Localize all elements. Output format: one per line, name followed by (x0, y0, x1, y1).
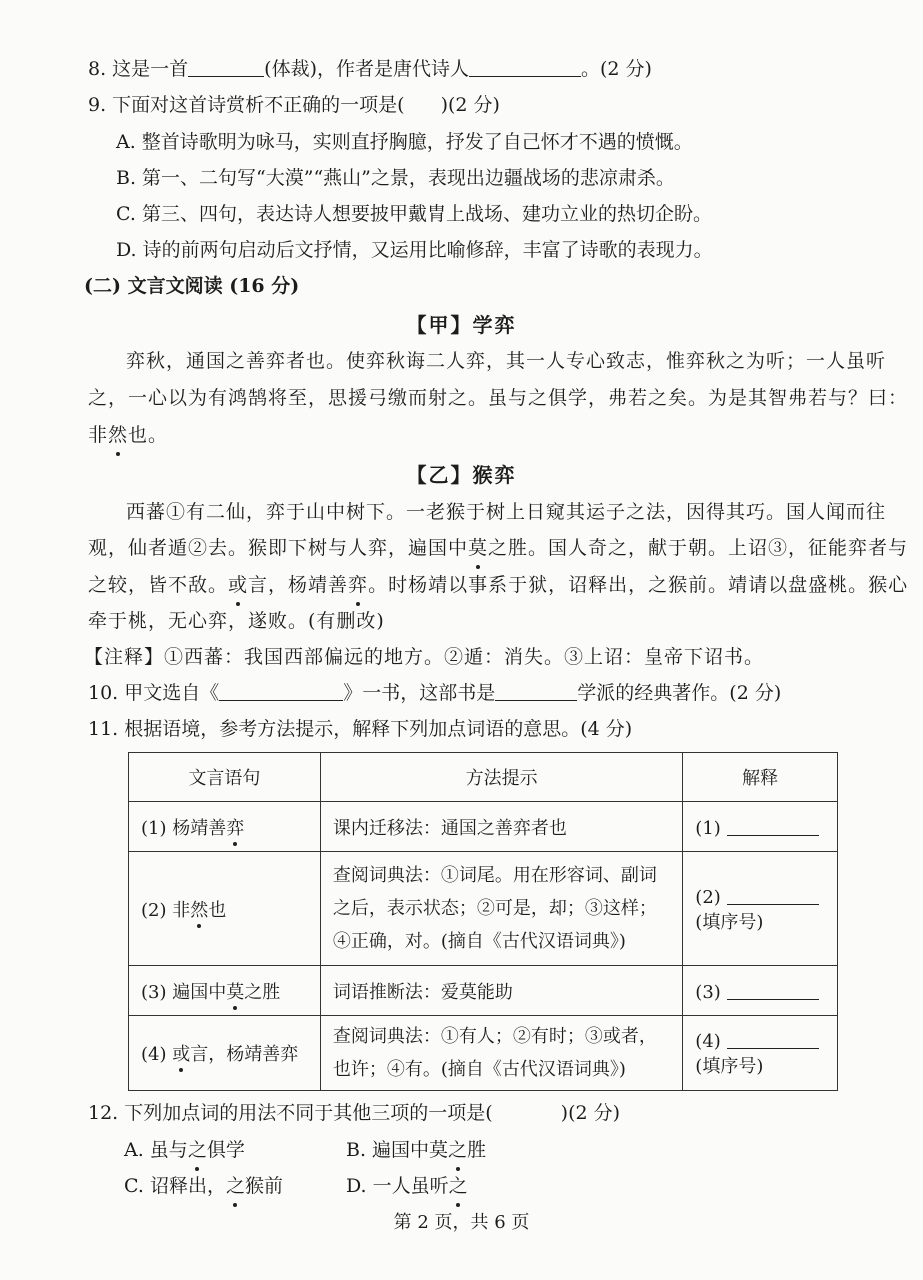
row4-sentence-text: (4) (141, 1044, 173, 1065)
table-header-explanation: 解释 (683, 753, 838, 802)
q12-c-text: C. 诏释出， (124, 1175, 226, 1197)
row3-sentence-text: 之胜 (244, 981, 281, 1003)
q12-option-d (346, 1171, 646, 1201)
row2-sentence-text: (2) 非 (141, 899, 191, 921)
section-2-heading: (二) 文言文阅读 (16 分) (84, 275, 300, 297)
q9-option-d: D. 诗的前两句启动后文抒情，又运用比喻修辞，丰富了诗歌的表现力。 (116, 239, 713, 261)
row2-answer-extra: (填序号) (695, 911, 764, 933)
passage-yi-line-2 (88, 533, 909, 563)
q9-option-a: A. 整首诗歌明为咏马，实则直抒胸臆，抒发了自己怀才不遇的愤慨。 (116, 131, 693, 153)
row1-answer-blank[interactable] (727, 815, 819, 836)
q12-d-text: D. 一人虽听 (346, 1175, 449, 1197)
row3-hint: 词语推断法：爱莫能助 (320, 966, 682, 1016)
q12-option-c (124, 1171, 324, 1201)
yi-text: 。时杨靖以事系于狱，诏释出，之猴前。靖请以盘盛桃。猴心 (368, 574, 909, 596)
row4-answer-label: (4) (695, 1031, 721, 1052)
q8-blank-poet[interactable] (469, 56, 581, 77)
row1-hint: 课内迁移法：通国之善弈者也 (320, 802, 682, 852)
yi-text: 之较，皆不敌。 (88, 574, 229, 596)
dotted-word-huo: 或 (228, 570, 248, 600)
row2-answer-label: (2) (695, 886, 721, 908)
question-8 (88, 54, 863, 84)
row3-sentence-text: (3) 遍国中 (141, 981, 227, 1003)
q8-text-pre: 8. 这是一首 (88, 58, 189, 80)
row4-answer (683, 1016, 838, 1091)
q9-stem: 9. 下面对这首诗赏析不正确的一项是( (88, 94, 405, 116)
q12-stem: 12. 下列加点词的用法不同于其他三项的一项是( (88, 1102, 493, 1124)
dotted-word: 之 (449, 1171, 468, 1201)
row2-sentence (129, 852, 321, 966)
jia-text: 也。 (128, 424, 169, 446)
jia-text: 非 (88, 424, 109, 446)
dotted-word: 莫 (226, 978, 244, 1004)
row1-sentence-text: (1) 杨靖善 (141, 817, 227, 839)
table-header-row (129, 753, 838, 802)
question-10 (88, 678, 863, 708)
q12-option-b (346, 1135, 646, 1165)
question-11-stem: 11. 根据语境，参考方法提示，解释下列加点词语的意思。(4 分) (88, 718, 633, 740)
row4-sentence (129, 1016, 321, 1091)
dotted-word-mo: 莫 (468, 533, 488, 563)
row3-answer (683, 966, 838, 1016)
dotted-word-ran: 然 (108, 420, 128, 450)
q9-option-b: B. 第一、二句写“大漠”“燕山”之景，表现出边疆战场的悲凉肃杀。 (116, 167, 675, 189)
passage-yi-title: 【乙】猴弈 (406, 463, 517, 487)
row3-answer-blank[interactable] (727, 979, 819, 1000)
q10-blank-book[interactable] (219, 680, 343, 701)
table-header-sentence: 文言语句 (129, 753, 321, 802)
question-9 (88, 90, 863, 120)
q12-a-text: A. 虽与 (124, 1139, 188, 1161)
passage-yi-line-4: 牵于桃，无心弈，遂败。(有删改) (88, 610, 385, 632)
passage-jia-line-3 (88, 420, 849, 450)
row3-sentence (129, 966, 321, 1016)
q10-text-pre: 10. 甲文选自《 (88, 682, 220, 704)
yi-text: 观，仙者遁②去。猴即下树与人弈，遍国中 (88, 537, 469, 559)
passage-jia-line-2: 之，一心以为有鸿鹄将至，思援弓缴而射之。虽与之俱学，弗若之矣。为是其智弗若与？曰： (88, 387, 909, 409)
dotted-word: 之 (226, 1171, 245, 1201)
dotted-word: 之 (188, 1135, 207, 1165)
q9-stem-end: )(2 分) (440, 94, 500, 116)
q8-text-post: 。(2 分) (581, 58, 652, 80)
passage-yi-line-1: 西蕃①有二仙，弈于山中树下。一老猴于树上日窥其运子之法，因得其巧。国人闻而往 (126, 501, 887, 523)
row2-answer (683, 852, 838, 966)
row2-sentence-text: 也 (208, 899, 227, 921)
q8-blank-genre[interactable] (188, 56, 264, 77)
row4-sentence-text: 言，杨靖善弈 (190, 1044, 299, 1065)
passage-jia-line-1: 弈秋，通国之善弈者也。使弈秋诲二人弈，其一人专心致志，惟弈秋之为听；一人虽听 (126, 350, 887, 372)
dotted-word: 然 (190, 896, 208, 922)
row2-hint: 查阅词典法：①词尾。用在形容词、副词之后，表示状态；②可是，却；③这样；④正确，对。(摘自《古代汉语词典》) (320, 852, 682, 966)
row1-sentence (129, 802, 321, 852)
q9-option-c: C. 第三、四句，表达诗人想要披甲戴胄上战场、建功立业的热切企盼。 (116, 203, 712, 225)
page-footer: 第 2 页，共 6 页 (393, 1212, 530, 1233)
table-header-method: 方法提示 (320, 753, 682, 802)
passage-yi-line-3 (88, 570, 909, 600)
question-12 (88, 1098, 863, 1128)
row1-answer-label: (1) (695, 817, 721, 839)
yi-text: 言，杨靖善 (248, 574, 349, 596)
row2-answer-blank[interactable] (727, 884, 819, 905)
table-row (129, 1016, 838, 1091)
table-row (129, 852, 838, 966)
yi-text: 之胜。国人奇之，献于朝。上诏③，征能弈者与 (488, 537, 909, 559)
row4-answer-extra: (填序号) (695, 1056, 764, 1077)
q12-stem-end: )(2 分) (560, 1102, 621, 1124)
q12-a-text: 俱学 (206, 1139, 245, 1161)
q12-b-text: 胜 (467, 1139, 487, 1161)
dotted-word: 弈 (226, 814, 244, 840)
row4-answer-blank[interactable] (727, 1028, 819, 1049)
dotted-word: 或 (172, 1040, 190, 1066)
row4-hint: 查阅词典法：①有人；②有时；③或者，也许；④有。(摘自《古代汉语词典》) (320, 1016, 682, 1091)
dotted-word-yi: 弈 (348, 570, 368, 600)
row3-answer-label: (3) (695, 981, 721, 1003)
q10-blank-school[interactable] (495, 680, 577, 701)
q12-c-text: 猴前 (244, 1175, 283, 1197)
annotation-note: 【注释】①西蕃：我国西部偏远的地方。②遁：消失。③上诏：皇帝下诏书。 (84, 646, 765, 668)
q12-b-text: B. 遍国中莫 (346, 1139, 449, 1161)
q12-option-a (124, 1135, 324, 1165)
q8-text-mid: (体裁)，作者是唐代诗人 (264, 58, 469, 80)
table-row (129, 802, 838, 852)
q10-text-post: 学派的经典著作。(2 分) (577, 682, 782, 704)
dotted-word: 之 (448, 1135, 467, 1165)
q10-text-mid: 》一书，这部书是 (343, 682, 496, 704)
passage-jia-title: 【甲】学弈 (406, 313, 517, 337)
question-11-table (128, 752, 838, 1091)
row1-answer (683, 802, 838, 852)
table-row (129, 966, 838, 1016)
